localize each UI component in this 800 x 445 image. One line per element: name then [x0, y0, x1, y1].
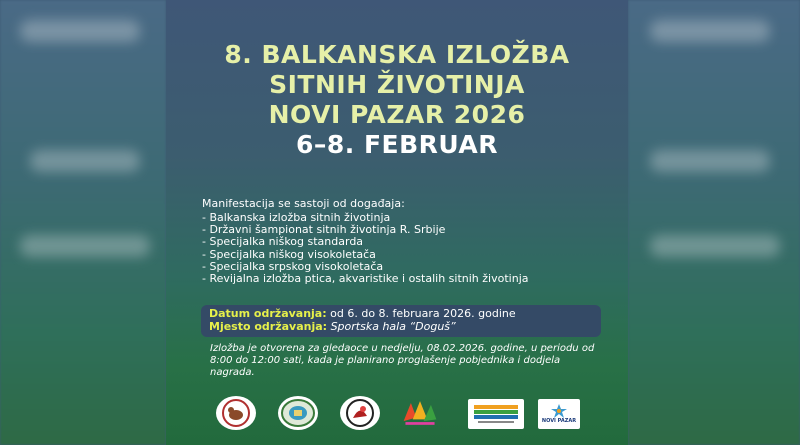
poster-title-line: SITNIH ŽIVOTINJA [269, 70, 525, 99]
blurred-text [650, 235, 780, 257]
events-list [202, 212, 529, 285]
poster-title-line: 8. BALKANSKA IZLOŽBA [224, 40, 570, 69]
event-poster [166, 0, 628, 445]
blurred-background-right [628, 0, 800, 445]
poster-title-line: NOVI PAZAR 2026 [268, 100, 526, 129]
events-intro: Manifestacija se sastoji od događaja: [202, 197, 405, 210]
poster-date-heading: 6–8. FEBRUAR [295, 130, 499, 159]
poultry-club-logo [216, 396, 256, 430]
list-item: - Državni šampionat sitnih životinja R. Srbije [202, 223, 446, 237]
tourism-org-logo [468, 399, 524, 429]
seal-icon [280, 398, 316, 428]
date-value: od 6. do 8. februara 2026. godine [326, 307, 516, 320]
rooster-icon [343, 398, 377, 428]
blurred-text [30, 150, 140, 172]
birds-icon [400, 396, 440, 430]
blurred-text [650, 20, 770, 42]
blurred-background-left [0, 0, 166, 445]
visitor-note: Izložba je otvorena za gledaoce u nedjelju, 08.02.2026. godine, u periodu od 8:00 do 12:00 sati, kada je planirano proglašenje pobjednika i dodjela nagrada. [210, 343, 595, 378]
hen-icon [219, 398, 253, 428]
list-item: - Revijalna izložba ptica, akvaristike i ostalih sitnih životinja [202, 272, 529, 286]
place-value: Sportska hala “Doguš” [327, 320, 456, 333]
date-line [209, 308, 516, 320]
colorful-birds-logo [400, 396, 440, 430]
star-icon [550, 404, 568, 418]
place-line [209, 321, 456, 333]
blurred-text [20, 235, 150, 257]
date-label: Datum održavanja: [209, 307, 327, 320]
blurred-text [650, 150, 770, 172]
list-item: - Balkanska izložba sitnih životinja [202, 211, 391, 224]
place-label: Mjesto održavanja: [209, 320, 328, 333]
novi-pazar-logo [538, 399, 580, 429]
blurred-text [20, 20, 140, 42]
event-info-box [201, 305, 601, 337]
list-item: - Specijalka srpskog visokoletača [202, 259, 384, 273]
stripes-icon [470, 401, 522, 427]
list-item: - Specijalka niškog visokoletača [202, 247, 376, 261]
logo-text: NOVI PAZAR [541, 418, 577, 424]
list-item: - Specijalka niškog standarda [202, 235, 364, 249]
rooster-logo [340, 396, 380, 430]
association-seal-logo [278, 396, 318, 430]
